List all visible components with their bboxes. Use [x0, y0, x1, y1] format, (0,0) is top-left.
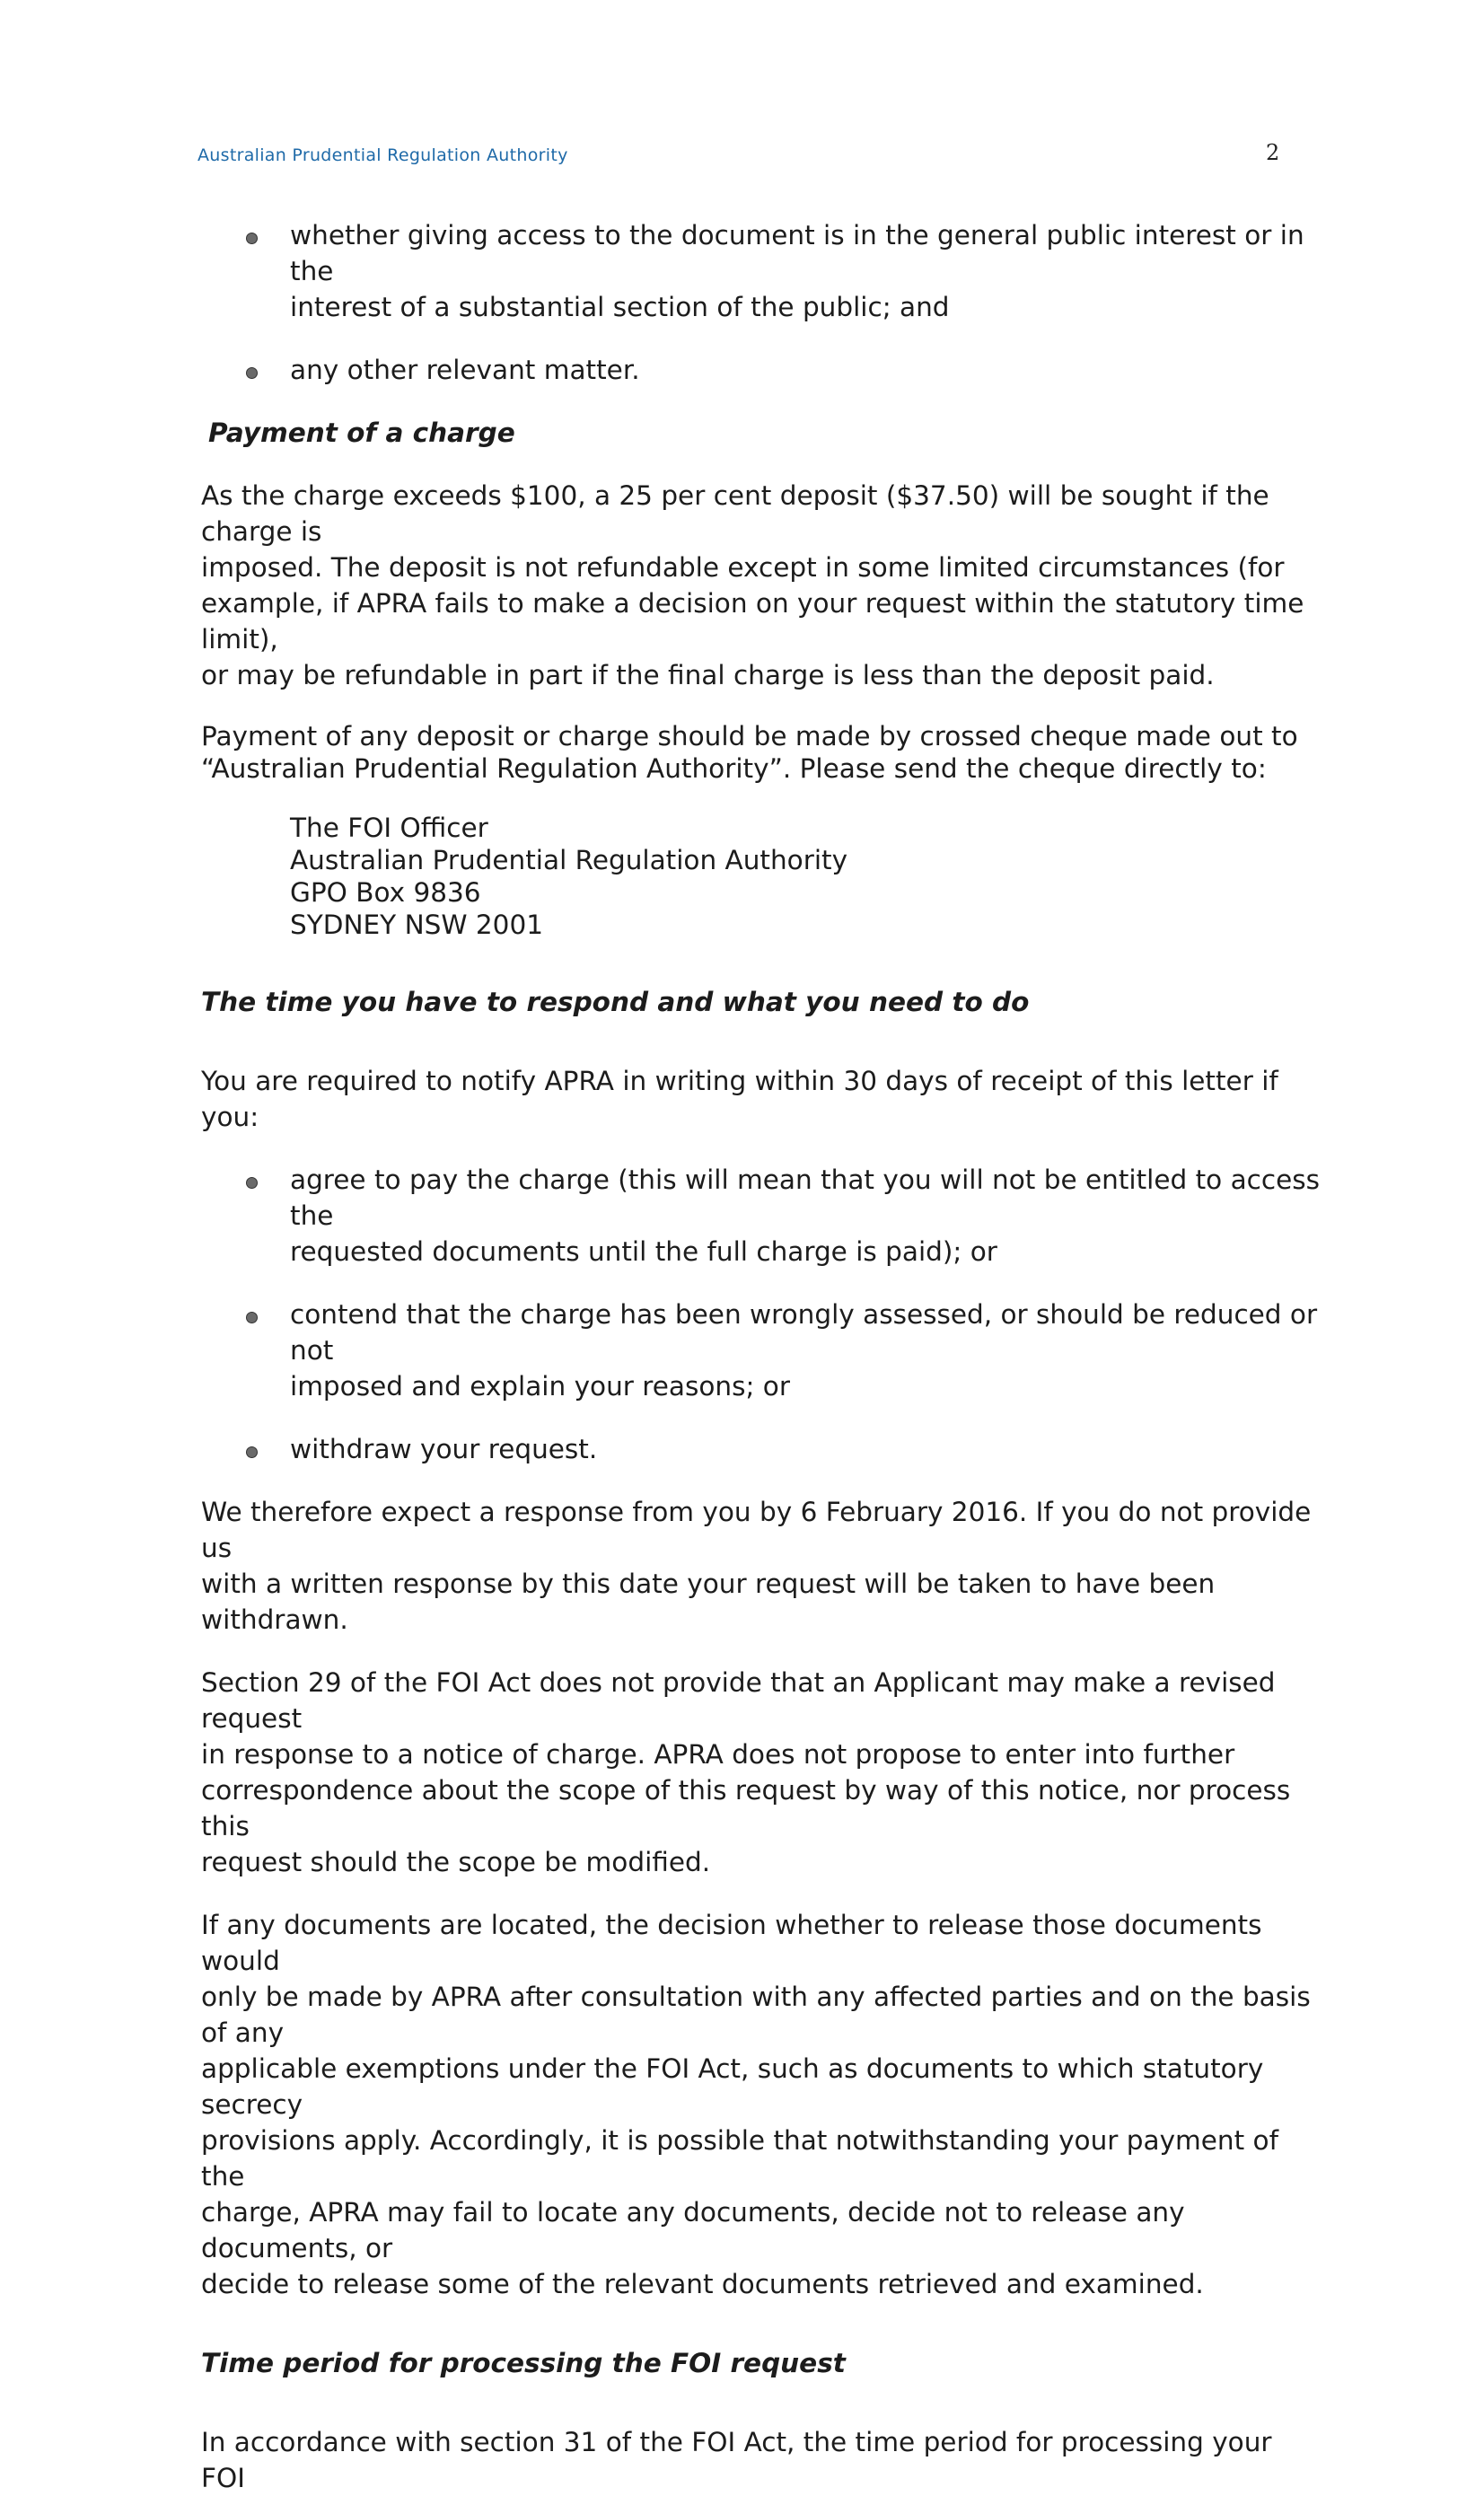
list-item-line: requested documents until the full charge is paid); or — [290, 1236, 997, 1267]
bullet-icon — [246, 367, 258, 379]
section-heading-time-period: Time period for processing the FOI request — [201, 2348, 846, 2378]
list-item — [201, 1162, 1323, 1270]
list-item-line: any other relevant matter. — [290, 355, 640, 385]
text-line: correspondence about the scope of this request by way of this notice, nor process this — [201, 1775, 1291, 1841]
text-line: decide to release some of the relevant documents retrieved and examined. — [201, 2269, 1204, 2299]
list-item — [201, 1431, 1323, 1467]
list-item-line: withdraw your request. — [290, 1434, 598, 1464]
text-line: example, if APRA fails to make a decision on your request within the statutory time limit), — [201, 588, 1304, 655]
list-item-line: interest of a substantial section of the public; and — [290, 292, 950, 322]
page-number: 2 — [1266, 140, 1280, 165]
list-item — [201, 217, 1323, 325]
section-heading-respond: The time you have to respond and what you need to do — [201, 987, 1030, 1017]
list-item-line: agree to pay the charge (this will mean that you will not be entitled to access the — [290, 1165, 1320, 1231]
paragraph-payment-method — [201, 720, 1323, 785]
paragraph-respond-intro: You are required to notify APRA in writing within 30 days of receipt of this letter if you: — [201, 1066, 1278, 1132]
text-line: charge, APRA may fail to locate any documents, decide not to release any documents, or — [201, 2197, 1185, 2263]
bullet-list-respond — [201, 1162, 1323, 1467]
text-line: request should the scope be modified. — [201, 1847, 711, 1877]
text-line: We therefore expect a response from you by 6 February 2016. If you do not provide us — [201, 1497, 1312, 1563]
organisation-header: Australian Prudential Regulation Authority — [198, 145, 568, 165]
bullet-icon — [246, 1312, 258, 1323]
text-line: As the charge exceeds $100, a 25 per cent deposit ($37.50) will be sought if the charge is — [201, 480, 1269, 547]
text-line: only be made by APRA after consultation with any affected parties and on the basis of any — [201, 1982, 1311, 2048]
text-line: provisions apply. Accordingly, it is possible that notwithstanding your payment of the — [201, 2125, 1278, 2192]
text-line: with a written response by this date your request will be taken to have been withdrawn. — [201, 1569, 1216, 1635]
paragraph-time-period: In accordance with section 31 of the FOI Act, the time period for processing your FOI — [201, 2427, 1272, 2493]
text-line: Payment of any deposit or charge should be made by crossed cheque made out to — [201, 721, 1298, 751]
address-line: GPO Box 9836 — [290, 877, 481, 908]
list-item — [201, 1296, 1323, 1404]
text-line: applicable exemptions under the FOI Act, such as documents to which statutory secrecy — [201, 2053, 1264, 2120]
bullet-list-top — [201, 217, 1323, 388]
bullet-icon — [246, 1446, 258, 1458]
text-line: Section 29 of the FOI Act does not provide that an Applicant may make a revised request — [201, 1667, 1276, 1734]
text-line: or may be refundable in part if the final charge is less than the deposit paid. — [201, 660, 1215, 690]
paragraph-expect-response — [201, 1494, 1323, 1638]
address-line: SYDNEY NSW 2001 — [290, 910, 543, 940]
bullet-icon — [246, 1177, 258, 1189]
text-line: imposed. The deposit is not refundable except in some limited circumstances (for — [201, 552, 1285, 583]
paragraph-section-29 — [201, 1665, 1323, 1880]
address-line: Australian Prudential Regulation Authority — [290, 845, 848, 875]
postal-address — [201, 812, 1323, 941]
text-line: in response to a notice of charge. APRA does not propose to enter into further — [201, 1739, 1235, 1770]
paragraph-documents-located — [201, 1907, 1323, 2302]
letter-body — [201, 217, 1323, 2496]
list-item-line: whether giving access to the document is in the general public interest or in the — [290, 220, 1304, 286]
address-line: The FOI Officer — [290, 813, 488, 843]
paragraph-deposit — [201, 478, 1323, 693]
list-item — [201, 352, 1323, 388]
text-line: If any documents are located, the decision whether to release those documents would — [201, 1910, 1262, 1976]
bullet-icon — [246, 233, 258, 244]
list-item-line: imposed and explain your reasons; or — [290, 1371, 790, 1402]
section-heading-payment: Payment of a charge — [208, 417, 515, 448]
list-item-line: contend that the charge has been wrongly assessed, or should be reduced or not — [290, 1299, 1318, 1366]
text-line: “Australian Prudential Regulation Authority”. Please send the cheque directly to: — [201, 753, 1267, 784]
